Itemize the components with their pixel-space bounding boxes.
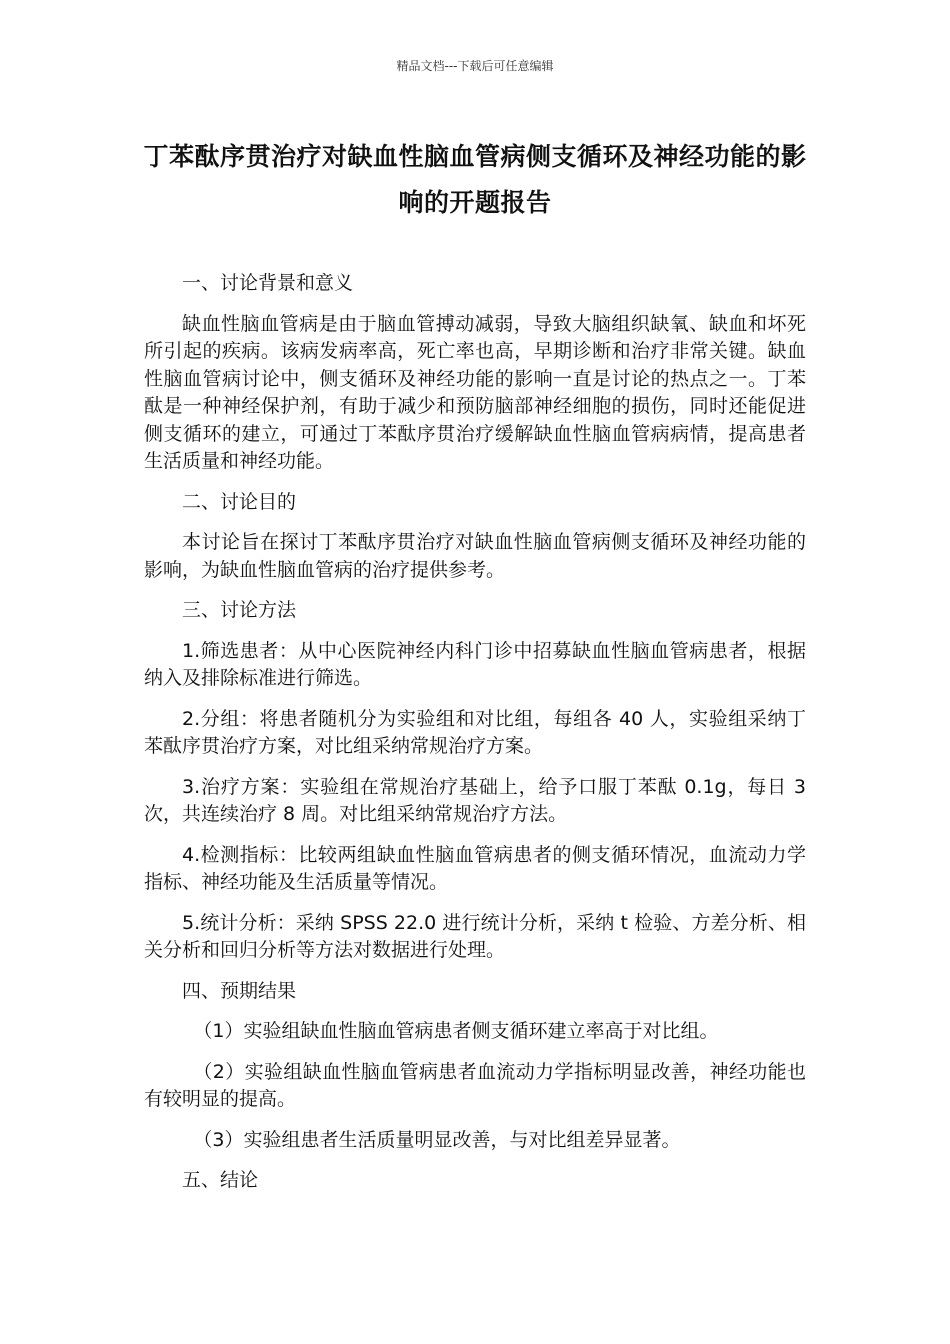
section-heading-expected: 四、预期结果 xyxy=(182,979,297,1002)
purpose-paragraph: 本讨论旨在探讨丁苯酞序贯治疗对缺血性脑血管病侧支循环及神经功能的影响，为缺血性脑血管病的治疗提供参考。 xyxy=(144,531,806,581)
document-title: 丁苯酞序贯治疗对缺血性脑血管病侧支循环及神经功能的影响的开题报告 xyxy=(143,142,807,217)
page-header-note: 精品文档---下载后可任意编辑 xyxy=(396,59,554,73)
expected-result-1: （1）实验组缺血性脑血管病患者侧支循环建立率高于对比组。 xyxy=(193,1020,719,1042)
expected-result-3: （3）实验组患者生活质量明显改善，与对比组差异显著。 xyxy=(193,1128,681,1151)
section-heading-purpose: 二、讨论目的 xyxy=(182,490,297,513)
expected-result-2: （2）实验组缺血性脑血管病患者血流动力学指标明显改善，神经功能也有较明显的提高。 xyxy=(144,1060,806,1110)
section-heading-background: 一、讨论背景和意义 xyxy=(182,272,354,294)
method-item-grouping: 2.分组：将患者随机分为实验组和对比组，每组各 40 人，实验组采纳丁苯酞序贯治疗方案，对比组采纳常规治疗方案。 xyxy=(144,707,806,757)
method-item-screening: 1.筛选患者：从中心医院神经内科门诊中招募缺血性脑血管病患者，根据纳入及排除标准进行筛选。 xyxy=(144,639,806,689)
background-paragraph: 缺血性脑血管病是由于脑血管搏动减弱，导致大脑组织缺氧、缺血和坏死所引起的疾病。该病发病率高，死亡率也高，早期诊断和治疗非常关键。缺血性脑血管病讨论中，侧支循环及神经功能的影响一直是讨论的热点之一。丁苯酞是一种神经保护剂，有助于减少和预防脑部神经细胞的损伤，同时还能促进侧支循环的建立，可通过丁苯酞序贯治疗缓解缺血性脑血管病病情，提高患者生活质量和神经功能。 xyxy=(144,312,806,472)
method-item-indicators: 4.检测指标：比较两组缺血性脑血管病患者的侧支循环情况，血流动力学指标、神经功能及生活质量等情况。 xyxy=(144,843,806,893)
section-heading-methods: 三、讨论方法 xyxy=(182,599,297,621)
section-heading-conclusion: 五、结论 xyxy=(182,1169,259,1191)
method-item-treatment: 3.治疗方案：实验组在常规治疗基础上，给予口服丁苯酞 0.1g，每日 3 次，共连续治疗 8 周。对比组采纳常规治疗方法。 xyxy=(144,775,806,825)
method-item-statistics: 5.统计分析：采纳 SPSS 22.0 进行统计分析，采纳 t 检验、方差分析、相关分析和回归分析等方法对数据进行处理。 xyxy=(144,911,806,961)
document-body xyxy=(144,270,806,1208)
